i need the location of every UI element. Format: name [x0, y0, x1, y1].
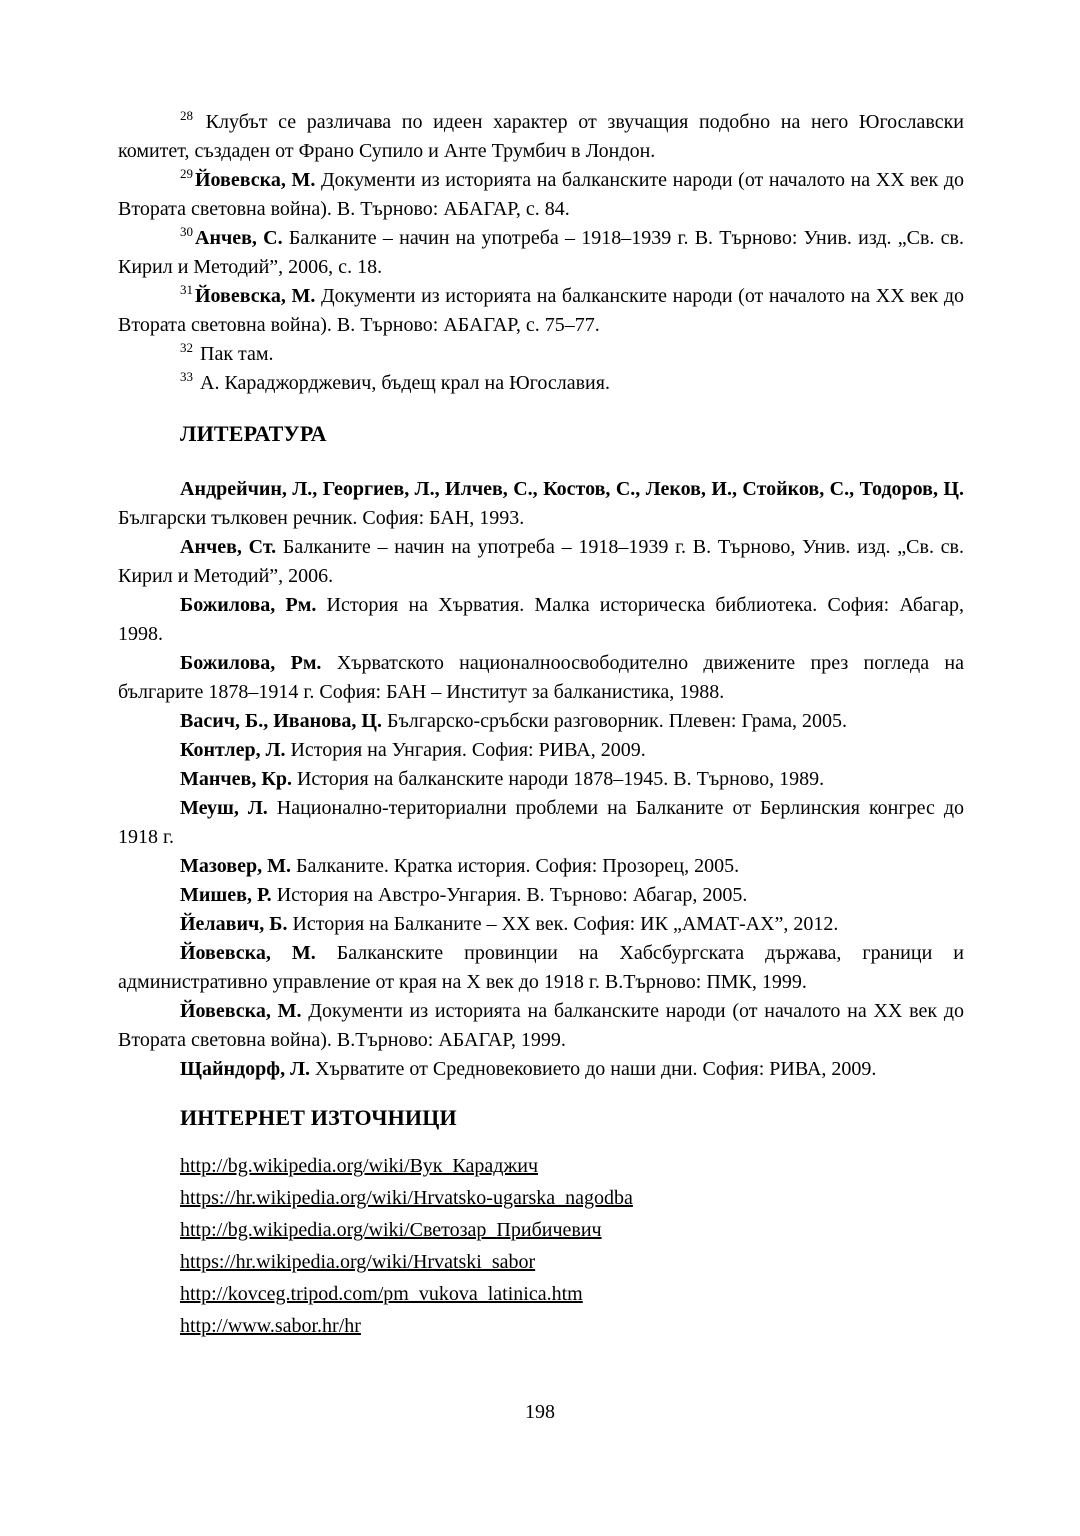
bibliography-entry-10: [118, 881, 964, 910]
footnote-text: А. Караджорджевич, бъдещ крал на Югославия.: [200, 372, 610, 394]
footnote-author: Йовевска, М.: [195, 285, 316, 307]
entry-author: Меуш, Л.: [180, 797, 268, 819]
footnote-text: Балканите – начин на употреба – 1918–1939 г. В. Търново: Унив. изд. „Св. св. Кирил и Методий”, 2006, с. 18.: [118, 227, 964, 278]
page-number: 198: [525, 1401, 555, 1423]
external-link[interactable]: http://kovceg.tripod.com/pm_vukova_latinica.htm: [180, 1283, 583, 1305]
footnote-30: [118, 224, 964, 282]
external-link[interactable]: http://bg.wikipedia.org/wiki/Светозар_Прибичевич: [180, 1219, 602, 1241]
link-line: [118, 1182, 964, 1214]
footnote-author: Анчев, С.: [195, 227, 283, 249]
entry-text: История на Балканите – ХХ век. София: ИК „АМАТ-АХ”, 2012.: [287, 913, 839, 935]
bibliography-entry-6: [118, 736, 964, 765]
entry-text: Хърватите от Средновековието до наши дни. София: РИВА, 2009.: [310, 1058, 877, 1080]
entry-text: История на балканските народи 1878–1945. В. Търново, 1989.: [291, 768, 825, 790]
entry-text: Български тълковен речник. София: БАН, 1993.: [118, 507, 525, 529]
entry-author: Андрейчин, Л., Георгиев, Л., Илчев, С., Костов, С., Леков, И., Стойков, С., Тодоров, Ц.: [180, 478, 964, 500]
footnote-33: [118, 369, 964, 398]
bibliography-entry-9: [118, 852, 964, 881]
entry-text: Българско-сръбски разговорник. Плевен: Грама, 2005.: [381, 710, 848, 732]
footnote-text: Документи из историята на балканските народи (от началото на ХХ век до Втората световна война). В. Търново: АБАГАР, с. 75–77.: [118, 285, 964, 336]
text-block: [118, 108, 964, 1342]
entry-text: История на Унгария. София: РИВА, 2009.: [285, 739, 646, 761]
entry-author: Йовевска, М.: [180, 1000, 302, 1022]
bibliography-entry-11: [118, 910, 964, 939]
bibliography-entry-7: [118, 765, 964, 794]
bibliography-entry-12: [118, 939, 964, 997]
bibliography-entry-1: [118, 475, 964, 533]
footnote-text: Документи из историята на балканските народи (от началото на ХХ век до Втората световна война). В. Търново: АБАГАР, с. 84.: [118, 169, 964, 220]
footnote-marker: 31: [180, 282, 193, 298]
entry-text: История на Австро-Унгария. В. Търново: Абагар, 2005.: [271, 884, 748, 906]
bibliography-entry-14: [118, 1055, 964, 1084]
entry-text: Балканите. Кратка история. София: Прозорец, 2005.: [290, 855, 740, 877]
footnote-marker: 33: [180, 369, 193, 385]
literature-heading: ЛИТЕРАТУРА: [180, 421, 327, 446]
external-link[interactable]: https://hr.wikipedia.org/wiki/Hrvatsko-ugarska_nagodba: [180, 1187, 633, 1209]
entry-author: Йелавич, Б.: [180, 913, 288, 935]
links-section: [118, 1150, 964, 1342]
footnote-marker: 29: [180, 166, 193, 182]
entry-text: История на Хърватия. Малка историческа библиотека. София: Абагар, 1998.: [118, 594, 964, 645]
footnote-32: [118, 340, 964, 369]
external-link[interactable]: http://www.sabor.hr/hr: [180, 1315, 361, 1337]
entry-author: Божилова, Рм.: [180, 652, 322, 674]
internet-sources-heading: ИНТЕРНЕТ ИЗТОЧНИЦИ: [180, 1105, 457, 1130]
footnote-31: [118, 282, 964, 340]
footnote-text: Пак там.: [200, 343, 274, 365]
bibliography-entry-8: [118, 794, 964, 852]
entry-author: Мишев, Р.: [180, 884, 272, 906]
entry-text: Хърватското националноосвободително движените през погледа на българите 1878–1914 г. София: БАН – Институт за балканистика, 1988.: [118, 652, 964, 703]
entry-author: Манчев, Кр.: [180, 768, 292, 790]
entry-author: Васич, Б., Иванова, Ц.: [180, 710, 382, 732]
footnotes-section: [118, 108, 964, 398]
bibliography-section: [118, 475, 964, 1084]
link-line: [118, 1214, 964, 1246]
entry-text: Балканските провинции на Хабсбургската държава, граници и административно управление от края на Х век до 1918 г. В.Търново: ПМК, 1999.: [118, 942, 964, 993]
bibliography-entry-3: [118, 591, 964, 649]
entry-author: Анчев, Ст.: [180, 536, 277, 558]
link-line: [118, 1310, 964, 1342]
footnote-marker: 28: [180, 108, 193, 124]
link-line: [118, 1278, 964, 1310]
entry-text: Балканите – начин на употреба – 1918–1939 г. В. Търново, Унив. изд. „Св. св. Кирил и Методий”, 2006.: [118, 536, 964, 587]
footnote-29: [118, 166, 964, 224]
footnote-text: Клубът се различава по идеен характер от звучащия подобно на него Югославски комитет, създаден от Франо Супило и Анте Трумбич в Лондон.: [118, 111, 965, 162]
footnote-marker: 30: [180, 224, 193, 240]
bibliography-entry-5: [118, 707, 964, 736]
external-link[interactable]: http://bg.wikipedia.org/wiki/Вук_Караджич: [180, 1155, 538, 1177]
entry-author: Йовевска, М.: [180, 942, 316, 964]
bibliography-entry-4: [118, 649, 964, 707]
bibliography-entry-2: [118, 533, 964, 591]
link-line: [118, 1246, 964, 1278]
footnote-marker: 32: [180, 340, 193, 356]
entry-author: Щайндорф, Л.: [180, 1058, 310, 1080]
entry-text: Национално-териториални проблеми на Балканите от Берлинския конгрес до 1918 г.: [118, 797, 964, 848]
footnote-author: Йовевска, М.: [195, 169, 316, 191]
link-line: [118, 1150, 964, 1182]
bibliography-entry-13: [118, 997, 964, 1055]
entry-author: Контлер, Л.: [180, 739, 286, 761]
entry-text: Документи из историята на балканските народи (от началото на ХХ век до Втората световна война). В.Търново: АБАГАР, 1999.: [118, 1000, 964, 1051]
footnote-28: [118, 108, 964, 166]
external-link[interactable]: https://hr.wikipedia.org/wiki/Hrvatski_sabor: [180, 1251, 536, 1273]
entry-author: Божилова, Рм.: [180, 594, 317, 616]
entry-author: Мазовер, М.: [180, 855, 291, 877]
